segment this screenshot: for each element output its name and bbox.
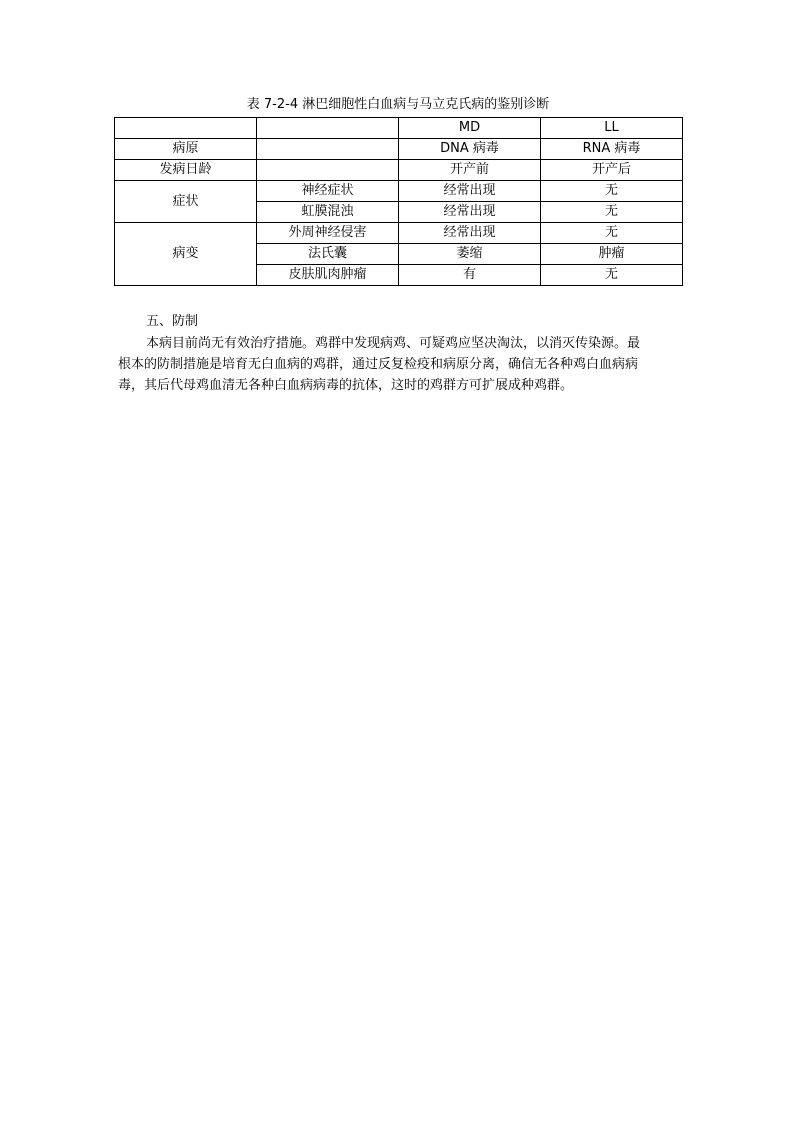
table-row [115,181,683,202]
body-paragraph [118,333,680,396]
paragraph-line: 根本的防制措施是培育无白血病的鸡群，通过反复检疫和病原分离，确信无各种鸡白血病病 [118,357,639,372]
ll-value-cell: 无 [541,181,683,202]
row-group-cell: 发病日龄 [115,160,257,181]
row-item-cell: 皮肤肌肉肿瘤 [257,265,399,286]
row-group-cell-lesions: 病变 [115,223,257,286]
table-caption: 表 7-2-4 淋巴细胞性白血病与马立克氏病的鉴别诊断 [246,97,550,112]
header-cell-md: MD [399,118,541,139]
differential-diagnosis-table [114,117,683,286]
md-value-cell: 经常出现 [399,202,541,223]
md-value-cell: 经常出现 [399,181,541,202]
table-row [115,223,683,244]
md-value-cell: 开产前 [399,160,541,181]
ll-value-cell: 无 [541,202,683,223]
ll-value-cell: RNA 病毒 [541,139,683,160]
row-group-cell: 病原 [115,139,257,160]
md-value-cell: 萎缩 [399,244,541,265]
md-value-cell: 经常出现 [399,223,541,244]
row-group-cell-symptoms: 症状 [115,181,257,223]
ll-value-cell: 开产后 [541,160,683,181]
ll-value-cell: 无 [541,265,683,286]
row-item-cell [257,160,399,181]
row-item-cell: 虹膜混浊 [257,202,399,223]
table-header-row [115,118,683,139]
paragraph-line: 本病目前尚无有效治疗措施。鸡群中发现病鸡、可疑鸡应坚决淘汰，以消灭传染源。最 [146,336,641,351]
md-value-cell: 有 [399,265,541,286]
row-item-cell: 外周神经侵害 [257,223,399,244]
paragraph-line: 毒，其后代母鸡血清无各种白血病病毒的抗体，这时的鸡群方可扩展成种鸡群。 [118,378,574,393]
table-row [115,160,683,181]
header-cell-empty-2 [257,118,399,139]
row-item-cell: 法氏囊 [257,244,399,265]
header-cell-ll: LL [541,118,683,139]
md-value-cell: DNA 病毒 [399,139,541,160]
ll-value-cell: 肿瘤 [541,244,683,265]
row-item-cell: 神经症状 [257,181,399,202]
section-heading: 五、防制 [146,314,199,329]
ll-value-cell: 无 [541,223,683,244]
table-row [115,139,683,160]
row-item-cell [257,139,399,160]
header-cell-empty-1 [115,118,257,139]
